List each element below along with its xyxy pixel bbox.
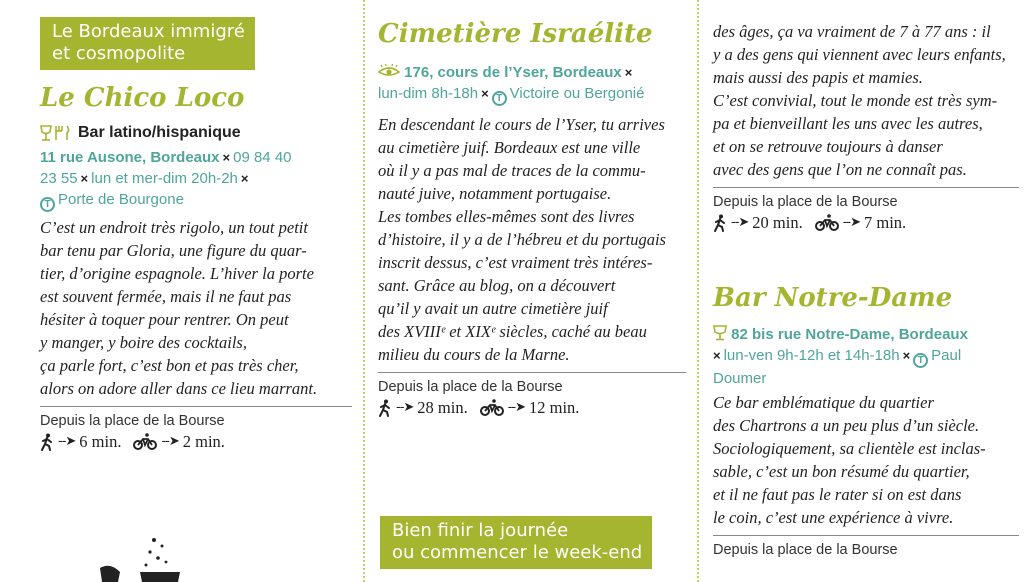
body-line: au cimetière juif. Bordeaux est une ville xyxy=(378,138,641,157)
body-line: sant. Grâce au blog, on a découvert xyxy=(378,276,616,295)
tram-icon: T xyxy=(40,197,55,212)
separator-icon: × xyxy=(222,150,231,165)
divider-line xyxy=(40,406,352,407)
travel-origin: Depuis la place de la Bourse xyxy=(713,194,898,210)
body-line: y manger, y boire des cocktails, xyxy=(40,333,247,352)
body-line: C’est un endroit très rigolo, un tout petit xyxy=(40,218,308,237)
address: 82 bis rue Notre-Dame, Bordeaux xyxy=(731,326,968,343)
tram-stop: Porte de Bourgone xyxy=(58,191,184,208)
address: 11 rue Ausone, Bordeaux xyxy=(40,149,220,166)
body-line: bar tenu par Gloria, une figure du quar- xyxy=(40,241,307,260)
arrow-icon: --➤ xyxy=(58,434,76,449)
bike-time: 2 min. xyxy=(182,432,225,451)
venue-title: Bar Notre-Dame xyxy=(713,283,953,313)
venue-type-label: Bar latino/hispanique xyxy=(78,124,241,141)
bike-icon xyxy=(815,214,839,232)
arrow-icon: --➤ xyxy=(396,400,414,415)
body-line: En descendant le cours de l’Yser, tu arrives xyxy=(378,115,665,134)
opening-hours: lun-dim 8h-18h xyxy=(378,85,479,102)
column-2 xyxy=(378,0,686,582)
body-line: le coin, c’est une expérience à vivre. xyxy=(713,508,954,527)
body-line: tier, d’origine espagnole. L’hiver la porte xyxy=(40,264,314,283)
body-line: hésiter à toquer pour rentrer. On peut xyxy=(40,310,289,329)
venue-info xyxy=(378,62,686,106)
walk-time: 28 min. xyxy=(417,398,468,417)
body-line: où il y a pas mal de traces de la commu- xyxy=(378,161,646,180)
body-line: d’histoire, il y a de l’hébreu et du portugais xyxy=(378,230,666,249)
body-line: des âges, ça va vraiment de 7 à 77 ans : il xyxy=(713,22,991,41)
travel-origin: Depuis la place de la Bourse xyxy=(378,379,563,395)
section-tag-line: ou commencer le week-end xyxy=(392,542,643,563)
body-line: avec des gens que l’on ne connaît pas. xyxy=(713,160,967,179)
travel-times xyxy=(378,397,686,419)
separator-icon: × xyxy=(713,348,721,363)
arrow-icon: --➤ xyxy=(507,400,525,415)
phone: 09 84 40 xyxy=(233,149,292,166)
tram-icon: T xyxy=(492,91,507,106)
body-line: Sociologiquement, sa clientèle est inclas- xyxy=(713,439,986,458)
separator-icon: × xyxy=(481,86,489,101)
body-line: alors on adore aller dans ce lieu marrant. xyxy=(40,379,318,398)
opening-hours: lun-ven 9h-12h et 14h-18h xyxy=(723,347,900,364)
venue-info xyxy=(713,324,1019,389)
body-line: C’est convivial, tout le monde est très sym- xyxy=(713,91,998,110)
venue-description-continued xyxy=(713,20,1019,181)
body-line: des Chartrons a un peu plus d’un siècle. xyxy=(713,416,980,435)
section-tag-line: et cosmopolite xyxy=(52,43,186,64)
venue-description xyxy=(40,216,352,400)
venue-title: Cimetière Israélite xyxy=(378,19,653,49)
address: 176, cours de l’Yser, Bordeaux xyxy=(404,64,622,81)
section-tag-line: Bien finir la journée xyxy=(392,520,569,541)
bike-icon xyxy=(133,433,157,451)
tram-stop: Doumer xyxy=(713,370,767,387)
tram-icon: T xyxy=(913,353,928,368)
venue-description xyxy=(378,113,686,366)
travel-times xyxy=(713,212,1019,234)
separator-icon: × xyxy=(240,171,249,186)
walk-time: 20 min. xyxy=(752,213,803,232)
body-line: milieu du cours de la Marne. xyxy=(378,345,570,364)
body-line: ça parle fort, c’est bon et pas très cher, xyxy=(40,356,299,375)
arrow-icon: --➤ xyxy=(731,215,749,230)
body-line: y a des gens qui viennent avec leurs enfants, xyxy=(713,45,1006,64)
section-tag xyxy=(380,516,652,569)
body-line: mais aussi des papis et mamies. xyxy=(713,68,923,87)
body-line: et on se retrouve toujours à danser xyxy=(713,137,943,156)
column-divider xyxy=(697,0,699,582)
travel-origin: Depuis la place de la Bourse xyxy=(713,542,898,558)
body-line: nauté juive, notamment portugaise. xyxy=(378,184,612,203)
phone: 23 55 xyxy=(40,170,78,187)
body-line: sable, c’est un bon résumé du quartier, xyxy=(713,462,970,481)
walk-icon xyxy=(713,214,727,232)
bike-time: 12 min. xyxy=(528,398,580,417)
body-line: pa et bienveillant les uns avec les autres, xyxy=(713,114,983,133)
walk-time: 6 min. xyxy=(79,432,122,451)
bar-icon xyxy=(40,124,72,142)
body-line: des XVIIIᵉ et XIXᵉ siècles, caché au beau xyxy=(378,322,647,341)
body-line: qu’il y avait un autre cimetière juif xyxy=(378,299,608,318)
bar-icon xyxy=(713,324,727,341)
column-1 xyxy=(40,0,352,582)
body-line: est souvent fermée, mais il ne faut pas xyxy=(40,287,292,306)
venue-title: Le Chico Loco xyxy=(40,83,245,113)
venue-type xyxy=(40,122,352,144)
body-line: et il ne faut pas le rater si on est dans xyxy=(713,485,962,504)
section-tag xyxy=(40,17,255,70)
column-divider xyxy=(363,0,365,582)
venue-info xyxy=(40,147,352,212)
tram-stop: Victoire ou Bergonié xyxy=(509,85,645,102)
arrow-icon: --➤ xyxy=(161,434,179,449)
walk-icon xyxy=(378,399,392,417)
column-3 xyxy=(713,0,1019,582)
bike-icon xyxy=(480,399,504,417)
divider-line xyxy=(378,372,686,373)
separator-icon: × xyxy=(80,171,89,186)
section-tag-line: Le Bordeaux immigré xyxy=(52,21,245,42)
divider-line xyxy=(713,187,1019,188)
tram-stop: Paul xyxy=(931,347,962,364)
venue-description xyxy=(713,391,1019,529)
body-line: Ce bar emblématique du quartier xyxy=(713,393,934,412)
body-line: inscrit dessus, c’est vraiment très intéres- xyxy=(378,253,653,272)
body-line: Les tombes elles-mêmes sont des livres xyxy=(378,207,635,226)
separator-icon: × xyxy=(624,65,633,80)
divider-line xyxy=(713,535,1019,536)
walk-icon xyxy=(40,433,54,451)
separator-icon: × xyxy=(902,348,911,363)
travel-times xyxy=(40,431,352,453)
travel-origin: Depuis la place de la Bourse xyxy=(40,413,225,429)
arrow-icon: --➤ xyxy=(842,215,860,230)
bike-time: 7 min. xyxy=(863,213,907,232)
cocktail-illustration xyxy=(70,532,190,582)
opening-hours: lun et mer-dim 20h-2h xyxy=(91,170,238,187)
eye-icon xyxy=(378,64,400,78)
